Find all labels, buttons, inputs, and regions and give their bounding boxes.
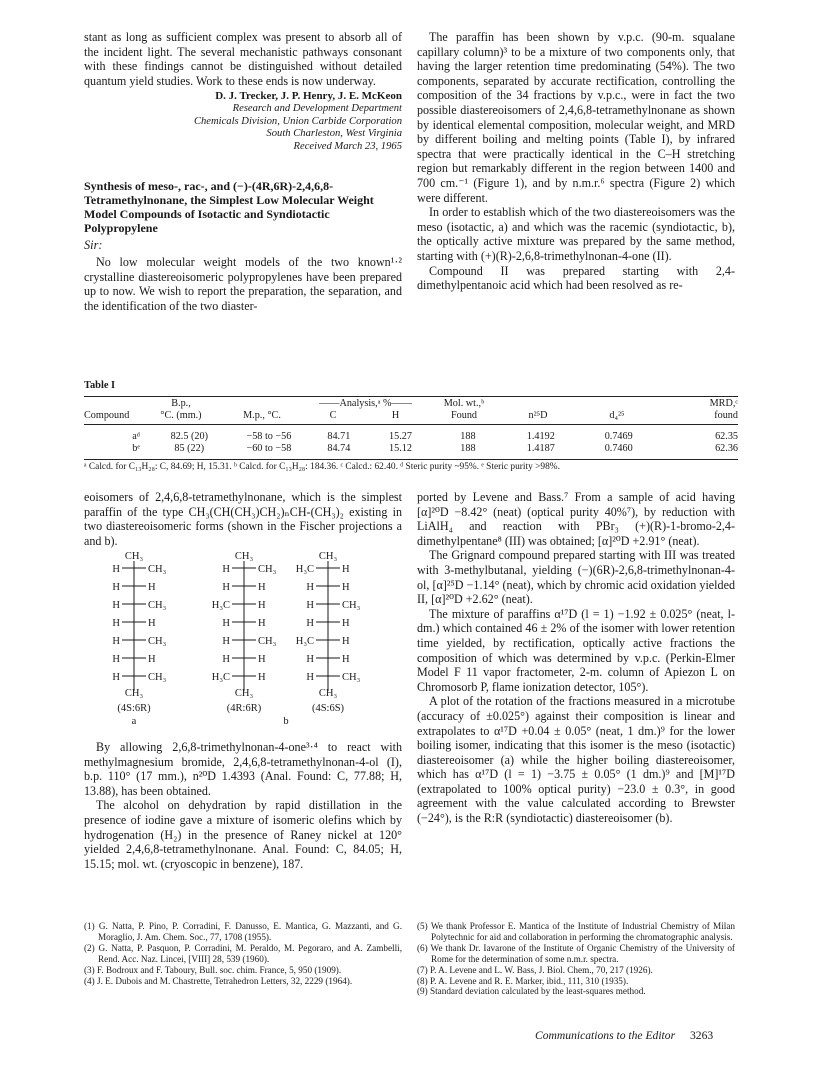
salutation: Sir: xyxy=(84,238,103,253)
paragraph: stant as long as sufficient complex was present to absorb all of the incident light. The several mechanistic pathways consonant with these findings cannot be distinguished without detailed quantum yield studies. Work to these ends is now underway. xyxy=(84,30,402,88)
col-header-c: C xyxy=(329,410,337,421)
fischer-b2-substituent: CH₃ xyxy=(342,672,361,683)
table-footnotes: ᵃ Calcd. for C₁₃H₂₈: C, 84.69; H, 15.31. ᵇ Calcd. for C₁₃H₂₈: 184.36. ᶜ Calcd.: 62.40. ᵈ Steric purity ~95%. ᵉ Steric purity >98%. xyxy=(84,462,560,472)
fischer-b1-substituent: H xyxy=(222,654,230,665)
affiliation: Research and Development Department xyxy=(232,102,402,114)
left-column-bottom xyxy=(84,490,402,548)
references-right xyxy=(417,921,735,997)
fischer-b2-substituent: H xyxy=(342,618,350,629)
fischer-a-substituent: H xyxy=(112,582,120,593)
paragraph: A plot of the rotation of the fractions measured in a microtube (accuracy of ±0.025°) against their composition is linear and extrapolates to α¹⁷D +0.04 ± 0.05° (neat, 1 dm.)⁹ for the lower boiling isomer, indicating that this isomer is the meso (isotactic) diastereoisomer (a) while the higher boiling diastereoisomer, which has α¹⁷D (l = 1) −3.75 ± 0.05° (1 dm.)⁹ and [M]¹⁷D (extrapolated to 100% optical purity) −23.0 ± 0.3°, in good agreement with the value calculated according to Brewster (−24°), is the R:R (syndiotactic) diastereoisomer (b). xyxy=(417,694,735,826)
col-header-n: n²⁵D xyxy=(528,410,548,421)
fischer-a-substituent: H xyxy=(112,654,120,665)
fischer-a-top: CH₃ xyxy=(124,551,144,562)
fischer-b2-config: (4S:6S) xyxy=(311,703,345,714)
fischer-b1-substituent: H₃C xyxy=(211,672,230,683)
fischer-b1-substituent: H xyxy=(258,600,266,611)
fischer-a-substituent: H xyxy=(148,582,156,593)
right-column-top xyxy=(417,30,735,293)
reference: (4) J. E. Dubois and M. Chastrette, Tetrahedron Letters, 32, 2229 (1964). xyxy=(84,975,353,986)
affiliation: Chemicals Division, Union Carbide Corporation xyxy=(193,115,402,127)
fischer-b1-substituent: CH₃ xyxy=(258,636,277,647)
col-header-analysis: ——Analysis,ᵃ %—— xyxy=(319,398,412,409)
fischer-b1-substituent: H xyxy=(258,582,266,593)
left-column-top xyxy=(84,30,402,313)
fischer-b1-bottom: CH₃ xyxy=(234,688,254,699)
fischer-b1-substituent: CH₃ xyxy=(258,564,277,575)
col-header-bp: B.p., xyxy=(171,398,191,409)
paragraph: In order to establish which of the two diastereoisomers was the meso (isotactic, a) and which was the racemic (syndiotactic, b), the optically active mixture was prepared by the same method, starting with (+)(R)-2,6,8-trimethylnonan-4-one (II). xyxy=(417,205,735,263)
paragraph: The Grignard compound prepared starting with III was treated with 3-methylbutanal, yielding (−)(6R)-2,6,8-trimethylnonan-4-ol, [α]²⁵D −1.14° (neat), which by chromic acid oxidation yielded II, [α]²⁰D +2.62° (neat). xyxy=(417,548,735,607)
journal-section: Communications to the Editor xyxy=(535,1029,676,1042)
table-i xyxy=(84,380,738,395)
fischer-b2-substituent: H₃C xyxy=(295,564,314,575)
fischer-a-substituent: H xyxy=(112,636,120,647)
article-title: Synthesis of meso-, rac-, and (−)-(4R,6R)-2,4,6,8-Tetramethylnonane, the Simplest Low Molecular Weight Model Compounds of Isotactic and Syndiotactic Polypropylene xyxy=(84,179,374,236)
col-header-d: d₄²⁵ xyxy=(609,410,625,421)
paragraph: The alcohol on dehydration by rapid distillation in the presence of iodine gave a mixture of isomeric olefins which by hydrogenation (H₂) in the presence of Raney nickel at 120° yielded 2,4,6,8-tetramethylnonane. Anal. Found: C, 84.05; H, 15.15; mol. wt. (cryoscopic in benzene), 187. xyxy=(84,798,402,871)
reference: (8) P. A. Levene and R. E. Marker, ibid., 111, 310 (1935). xyxy=(417,975,629,986)
fischer-b1-top: CH₃ xyxy=(234,551,254,562)
fischer-a-substituent: CH₃ xyxy=(148,672,167,683)
fischer-b1-substituent: H xyxy=(258,672,266,683)
col-header-h: H xyxy=(391,410,400,421)
right-column-bottom xyxy=(417,490,735,826)
reference: (7) P. A. Levene and L. W. Bass, J. Biol. Chem., 70, 217 (1926). xyxy=(417,964,653,975)
fischer-b2-substituent: H xyxy=(342,582,350,593)
fischer-a-substituent: H xyxy=(148,654,156,665)
left-column-bottom-2 xyxy=(84,740,402,871)
fischer-b1-substituent: H xyxy=(258,618,266,629)
col-header-mp: M.p., °C. xyxy=(243,410,281,421)
fischer-a-substituent: H xyxy=(112,672,120,683)
table-caption: Table I xyxy=(84,380,116,391)
reference: (9) Standard deviation calculated by the least-squares method. xyxy=(417,986,646,997)
reference: (6) We thank Dr. Iavarone of the Institute of Organic Chemistry of the University of Rome for the determination of some n.m.r. spectra. xyxy=(417,942,735,964)
paragraph: The paraffin has been shown by v.p.c. (90-m. squalane capillary column)³ to be a mixture of two components only, that having the larger retention time predominating (54%). The two components, separated by accurate rectification, controlling the composition of the 34 fractions by v.p.c., were in fact the two possible diastereoisomers of 2,4,6,8-tetramethylnonane as shown by identical elemental composition, molecular weight, and MRD by different boiling and melting points (Table I), by infrared spectra that were practically identical in the C–H stretching region but remarkably different in the region between 1400 and 700 cm.⁻¹ (Figure 1), and by n.m.r.⁶ spectra (Figure 2) which were different. xyxy=(417,30,735,205)
fischer-b2-substituent: H xyxy=(342,636,350,647)
page-number: 3263 xyxy=(690,1029,714,1042)
fischer-a-config: (4S:6R) xyxy=(117,703,151,714)
fischer-b1-substituent: H xyxy=(222,582,230,593)
fischer-a-substituent: CH₃ xyxy=(148,564,167,575)
fischer-a-substituent: H xyxy=(148,618,156,629)
fischer-b1-config: (4R:6R) xyxy=(226,703,262,714)
table-rule-top xyxy=(84,396,738,397)
fischer-a-bottom: CH₃ xyxy=(124,688,144,699)
fischer-a-substituent: H xyxy=(112,564,120,575)
fischer-b1-substituent: H xyxy=(222,636,230,647)
paragraph: No low molecular weight models of the two known¹·² crystalline diastereoisomeric polypropylenes have been prepared up to now. We wish to report the preparation, the separation, and the identification of the two diaster- xyxy=(84,254,402,313)
table-header xyxy=(84,398,738,422)
fischer-b2-substituent: H xyxy=(306,618,314,629)
paragraph: The mixture of paraffins α¹⁷D (l = 1) −1.92 ± 0.025° (neat, l-dm.) which contained 46 ± 2% of the isomer with lower retention time yielded, by rectification, optically active fractions the composition of which was determined by v.p.c. (Perkin-Elmer Model F 11 vapor fractometer, 2-m. column of Apiezon L on Chromosorb P, flame ionization detector, 105°). xyxy=(417,606,735,694)
fischer-b2-substituent: H xyxy=(306,672,314,683)
table-row: aᵈ 82.5 (20) −58 to −56 84.71 15.27 188 1.4192 0.7469 62.35 xyxy=(132,431,738,442)
reference: (5) We thank Professor E. Mantica of the Institute of Industrial Chemistry of Milan Polytechnic for aid and collaboration in performing the chromatographic analysis. xyxy=(417,921,735,942)
affiliation: South Charleston, West Virginia xyxy=(266,128,402,140)
paragraph: By allowing 2,6,8-trimethylnonan-4-one³·⁴ to react with methylmagnesium bromide, 2,4,6,8-tetramethylnonan-4-ol (I), b.p. 110° (17 mm.), n²⁰D 1.4393 (Anal. Found: C, 77.88; H, 13.88), has been obtained. xyxy=(84,740,402,798)
reference: (3) F. Bodroux and F. Taboury, Bull. soc. chim. France, 5, 950 (1909). xyxy=(84,964,342,975)
fischer-b2-substituent: H xyxy=(306,582,314,593)
reference: (2) G. Natta, P. Pasquon, P. Corradini, M. Peraldo, M. Pegoraro, and A. Zambelli, Rend. Acc. Naz. Lincei, [VIII] 28, 539 (1960). xyxy=(84,942,402,964)
col-header-bp-unit: °C. (mm.) xyxy=(160,410,202,421)
fischer-a-substituent: H xyxy=(112,600,120,611)
fischer-diagram xyxy=(94,550,394,726)
fischer-label-a: a xyxy=(131,716,137,726)
fischer-b1-substituent: H xyxy=(222,564,230,575)
fischer-a-substituent: CH₃ xyxy=(148,636,167,647)
paragraph: eoisomers of 2,4,6,8-tetramethylnonane, which is the simplest paraffin of the type CH₃(CH(CH₃)CH₂)ₙCH-(CH₃)₂ existing in two diastereoisomeric forms (shown in the Fischer projections a and b). xyxy=(84,490,402,548)
references-left xyxy=(84,921,402,986)
col-header-found: Found xyxy=(450,410,478,421)
table-rule-mid xyxy=(84,424,738,425)
fischer-b2-substituent: H xyxy=(342,564,350,575)
col-header-compound: Compound xyxy=(84,410,130,421)
reference: (1) G. Natta, P. Pino, P. Corradini, F. Danusso, E. Mantica, G. Mazzanti, and G. Moraglio, J. Am. Chem. Soc., 77, 1708 (1955). xyxy=(84,921,402,942)
fischer-b2-substituent: H₃C xyxy=(295,636,314,647)
paragraph: Compound II was prepared starting with 2,4-dimethylpentanoic acid which had been resolved as re- xyxy=(417,263,735,293)
fischer-b2-substituent: H xyxy=(342,654,350,665)
fischer-projections xyxy=(94,550,394,726)
fischer-label-b: b xyxy=(283,716,289,726)
col-header-mr-found: found xyxy=(714,410,738,421)
received-date: Received March 23, 1965 xyxy=(293,140,402,152)
fischer-b2-bottom: CH₃ xyxy=(318,688,338,699)
fischer-b1-substituent: H xyxy=(222,618,230,629)
col-header-mw: Mol. wt.,ᵇ xyxy=(443,398,485,409)
fischer-b1-substituent: H₃C xyxy=(211,600,230,611)
signature-block xyxy=(84,90,402,153)
table-rule-bottom xyxy=(84,459,738,460)
table-body xyxy=(84,431,738,455)
fischer-b2-substituent: CH₃ xyxy=(342,600,361,611)
fischer-b2-substituent: H xyxy=(306,600,314,611)
authors: D. J. Trecker, J. P. Henry, J. E. McKeon xyxy=(215,90,402,103)
table-row: bᵉ 85 (22) −60 to −58 84.74 15.12 188 1.4187 0.7460 62.36 xyxy=(132,443,738,454)
fischer-a-substituent: H xyxy=(112,618,120,629)
fischer-b2-top: CH₃ xyxy=(318,551,338,562)
fischer-b2-substituent: H xyxy=(306,654,314,665)
fischer-a-substituent: CH₃ xyxy=(148,600,167,611)
paragraph: ported by Levene and Bass.⁷ From a sample of acid having [α]²⁰D −8.42° (neat) (optical purity 40%⁷), by reduction with LiAlH₄ and reaction with PBr₃ (+)(R)-1-bromo-2,4-dimethylpentane⁸ (III) was obtained; [α]²⁰D +2.91° (neat). xyxy=(417,490,735,548)
col-header-mr: MRD,ᶜ xyxy=(709,398,738,409)
page-footer xyxy=(535,1029,713,1042)
fischer-b1-substituent: H xyxy=(258,654,266,665)
